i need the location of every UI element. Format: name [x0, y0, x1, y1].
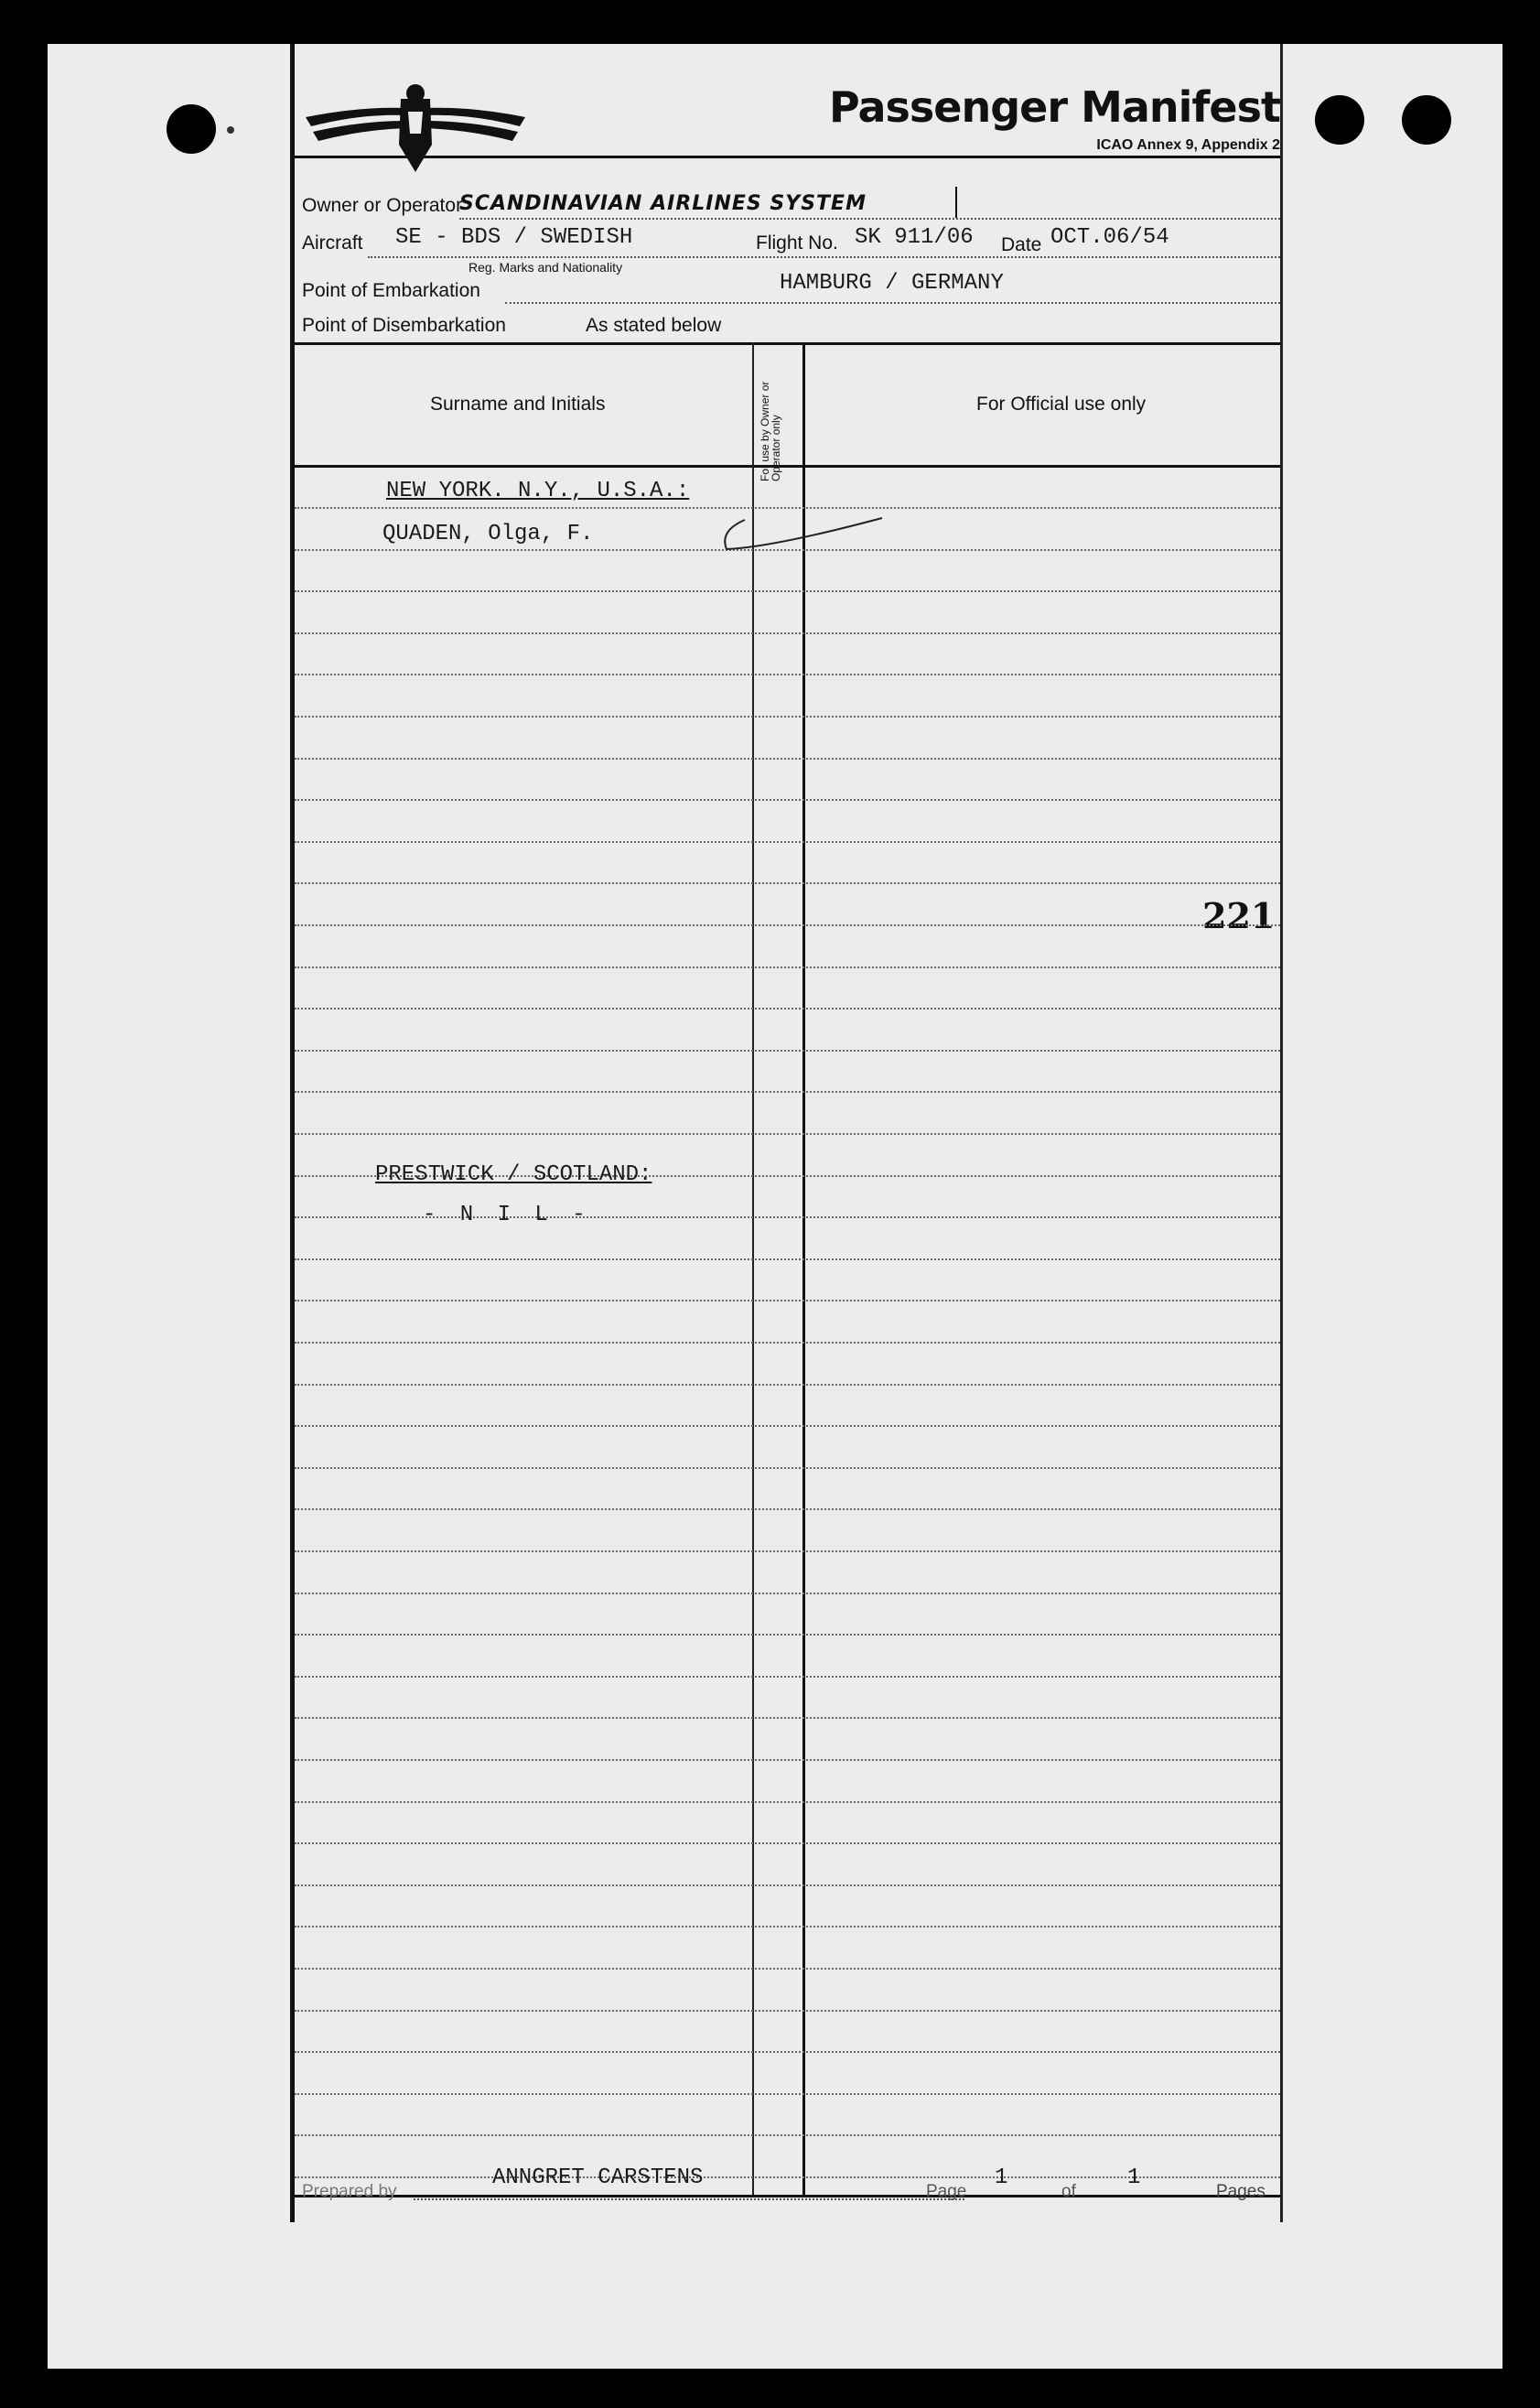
table-row-line	[295, 1133, 1280, 1135]
table-row-line	[295, 1884, 1280, 1886]
table-row-line	[295, 1258, 1280, 1260]
of-label: of	[1061, 2182, 1076, 2201]
table-bottom-border	[295, 2195, 1280, 2197]
table-row-line	[295, 2093, 1280, 2095]
check-mark-icon	[717, 513, 891, 567]
date-value: OCT.06/54	[1050, 225, 1169, 250]
reg-marks-label: Reg. Marks and Nationality	[468, 260, 623, 275]
table-row-line	[295, 716, 1280, 718]
table-row-line	[295, 1091, 1280, 1093]
table-row-line	[295, 1968, 1280, 1970]
aircraft-line	[368, 256, 1280, 258]
ink-dot	[227, 126, 234, 134]
margin-number: 221	[1202, 895, 1276, 936]
punch-hole-left	[167, 104, 216, 154]
col-surname-header: Surname and Initials	[430, 394, 606, 415]
airline-logo-icon	[306, 81, 525, 181]
list-item: - N I L -	[423, 1203, 591, 1227]
header-divider	[295, 156, 1280, 158]
disembarkation-label: Point of Disembarkation	[302, 315, 506, 336]
table-row-line	[295, 841, 1280, 843]
table-row-line	[295, 1300, 1280, 1301]
table-row-line	[295, 507, 1280, 509]
table-row-line	[295, 882, 1280, 884]
disembarkation-value: As stated below	[586, 315, 722, 336]
punch-hole-top	[1315, 95, 1364, 145]
page-value: 1	[995, 2165, 1008, 2190]
owner-label: Owner or Operator	[302, 195, 463, 216]
table-row-line	[295, 2051, 1280, 2053]
manifest-form	[290, 44, 1283, 2222]
aircraft-value: SE - BDS / SWEDISH	[395, 225, 633, 250]
manifest-page	[48, 44, 1502, 2369]
table-row-line	[295, 1759, 1280, 1761]
list-item: NEW YORK. N.Y., U.S.A.:	[386, 479, 690, 503]
embarkation-label: Point of Embarkation	[302, 280, 480, 301]
owner-line	[459, 218, 1280, 220]
prepared-line	[414, 2198, 964, 2200]
table-row-line	[295, 1593, 1280, 1594]
embarkation-value: HAMBURG / GERMANY	[780, 271, 1004, 296]
owner-value: SCANDINAVIAN AIRLINES SYSTEM	[459, 192, 867, 215]
table-row-line	[295, 1717, 1280, 1719]
table-row-line	[295, 1842, 1280, 1844]
punch-hole-right	[1402, 95, 1451, 145]
table-row-line	[295, 1425, 1280, 1427]
manifest-title: Passenger Manifest	[829, 82, 1280, 132]
pen-mark	[955, 187, 957, 218]
flight-value: SK 911/06	[855, 225, 974, 250]
col-divider-2	[802, 342, 805, 2196]
table-row-line	[295, 758, 1280, 760]
col-official-header: For Official use only	[976, 394, 1147, 415]
table-row-line	[295, 590, 1280, 592]
table-row-line	[295, 2134, 1280, 2136]
of-value: 1	[1127, 2165, 1141, 2190]
manifest-subtitle: ICAO Annex 9, Appendix 2	[1096, 137, 1280, 153]
table-row-line	[295, 1550, 1280, 1552]
table-row-line	[295, 2010, 1280, 2012]
date-label: Date	[1001, 234, 1042, 255]
flight-label: Flight No.	[756, 232, 838, 254]
table-row-line	[295, 1801, 1280, 1803]
prepared-label: Prepared by	[302, 2182, 397, 2201]
list-item: QUADEN, Olga, F.	[382, 522, 594, 546]
table-row-line	[295, 632, 1280, 634]
embarkation-line	[505, 302, 1280, 304]
table-row-line	[295, 799, 1280, 801]
col-owner-header: For use by Owner or Operator only	[759, 381, 782, 481]
table-row-line	[295, 1342, 1280, 1344]
table-row-line	[295, 1384, 1280, 1386]
table-row-line	[295, 1467, 1280, 1469]
header-row-border	[295, 465, 1280, 468]
table-row-line	[295, 1508, 1280, 1510]
prepared-value: ANNGRET CARSTENS	[492, 2165, 704, 2190]
table-row-line	[295, 1926, 1280, 1927]
table-top-border	[295, 342, 1280, 345]
pages-label: Pages	[1216, 2182, 1265, 2201]
table-row-line	[295, 1050, 1280, 1052]
table-row-line	[295, 1634, 1280, 1636]
col-divider-1	[752, 342, 754, 2196]
page-label: Page	[926, 2182, 967, 2201]
aircraft-label: Aircraft	[302, 232, 363, 254]
table-row-line	[295, 966, 1280, 968]
table-row-line	[295, 674, 1280, 675]
table-row-line	[295, 924, 1280, 926]
table-row-line	[295, 1676, 1280, 1678]
table-row-line	[295, 1008, 1280, 1010]
list-item: PRESTWICK / SCOTLAND:	[375, 1162, 652, 1187]
